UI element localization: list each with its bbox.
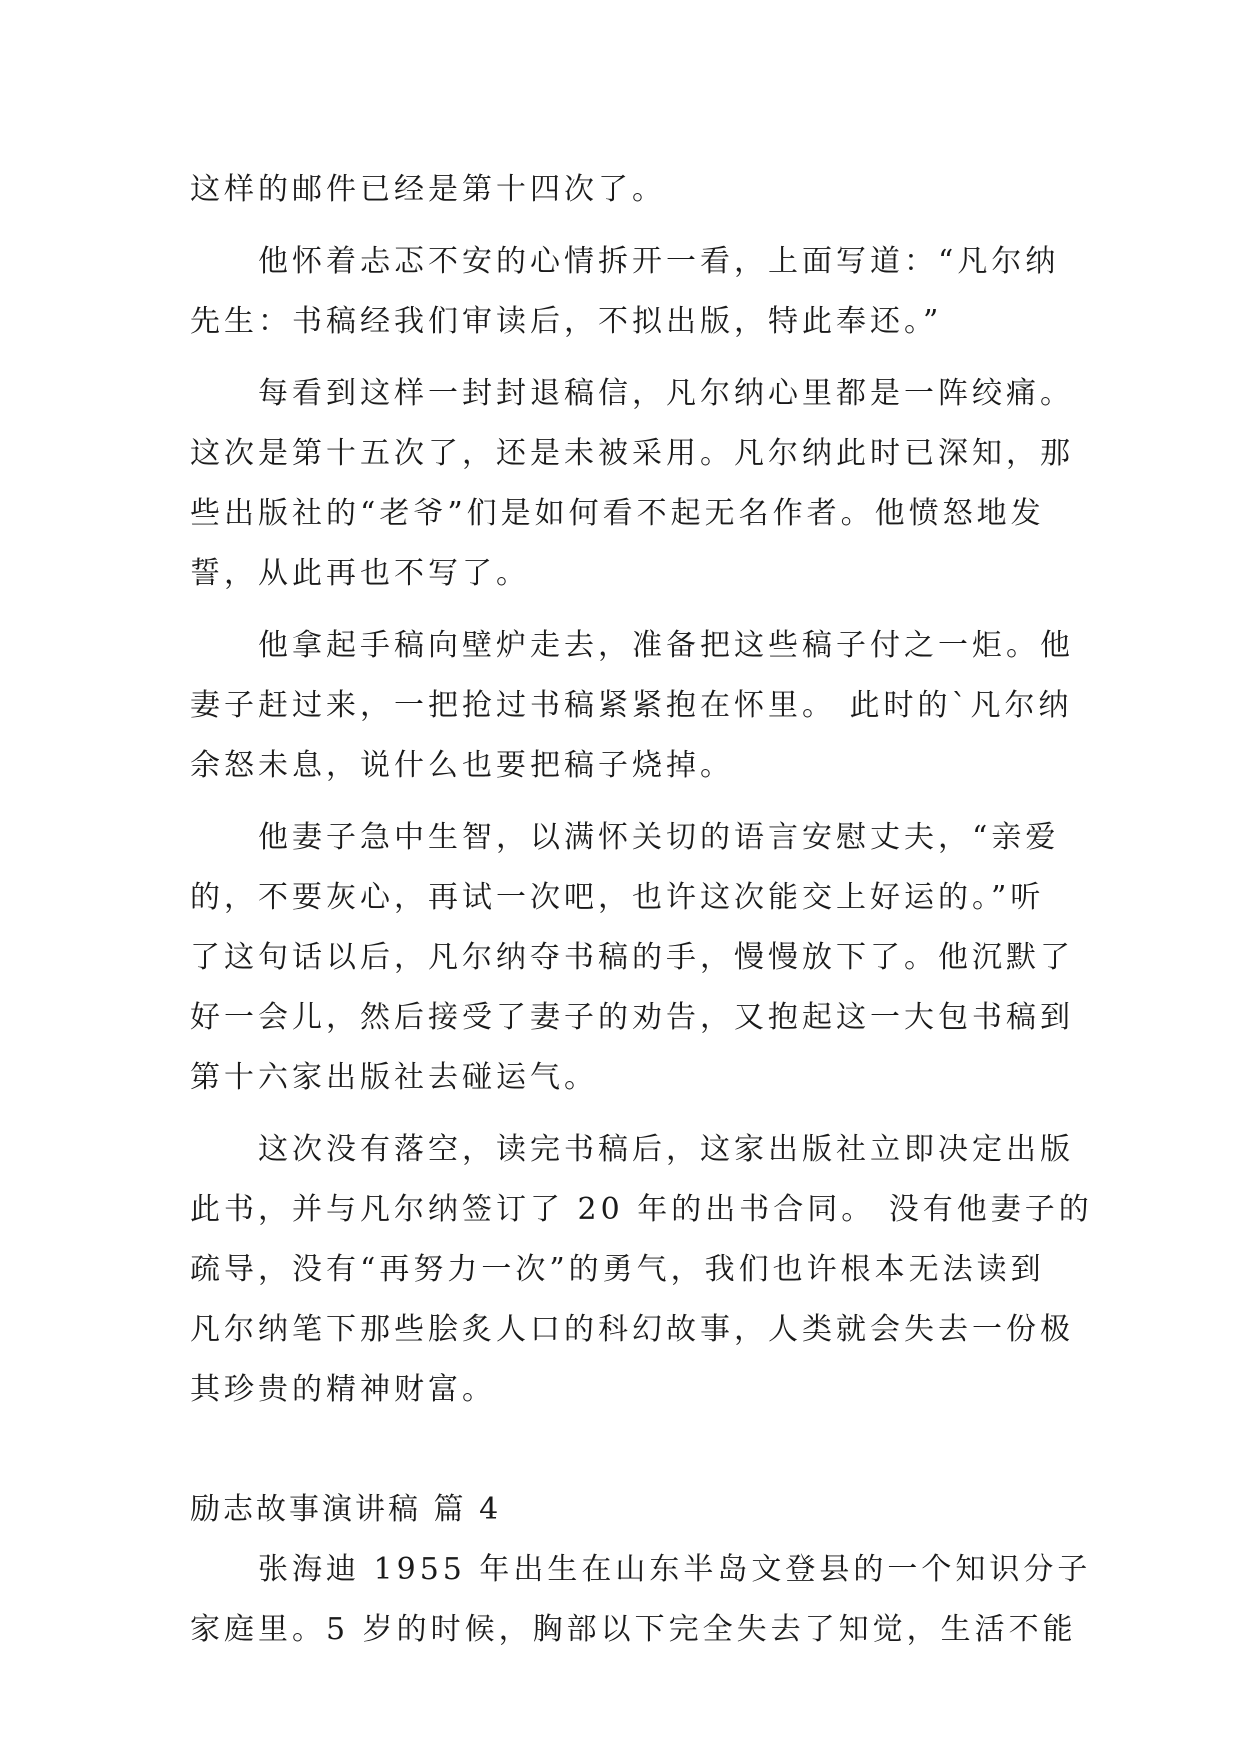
text-line: 这次是第十五次了，还是未被采用。凡尔纳此时已深知，那 (190, 436, 1074, 471)
text-line: 这样的邮件已经是第十四次了。 (190, 172, 666, 207)
paragraph (190, 808, 1074, 1108)
section-heading: 励志故事演讲稿 篇 4 (190, 1492, 502, 1527)
text-line: 妻子赶过来，一把抢过书稿紧紧抱在怀里。 此时的`凡尔纳 (190, 688, 1073, 723)
text-line: 他妻子急中生智，以满怀关切的语言安慰丈夫，“亲爱 (258, 820, 1060, 855)
paragraph (190, 364, 1074, 604)
text-line: 余怒未息，说什么也要把稿子烧掉。 (190, 748, 734, 783)
text-line: 家庭里。5 岁的时候，胸部以下完全失去了知觉，生活不能 (190, 1612, 1077, 1647)
paragraph (190, 616, 1074, 796)
text-line: 此书，并与凡尔纳签订了 20 年的出书合同。 没有他妻子的 (190, 1192, 1093, 1227)
text-line: 了这句话以后，凡尔纳夺书稿的手，慢慢放下了。他沉默了 (190, 940, 1074, 975)
paragraph (190, 232, 1070, 352)
text-line: 第十六家出版社去碰运气。 (190, 1060, 598, 1095)
text-line: 誓，从此再也不写了。 (190, 556, 530, 591)
paragraph (190, 1540, 1092, 1660)
text-line: 些出版社的“老爷”们是如何看不起无名作者。他愤怒地发 (190, 496, 1045, 531)
text-line: 的，不要灰心，再试一次吧，也许这次能交上好运的。”听 (190, 880, 1045, 915)
text-line: 每看到这样一封封退稿信，凡尔纳心里都是一阵绞痛。 (258, 376, 1074, 411)
text-line: 先生：书稿经我们审读后，不拟出版，特此奉还。” (190, 304, 943, 339)
text-line: 他拿起手稿向壁炉走去，准备把这些稿子付之一炬。他 (258, 628, 1074, 663)
paragraph (190, 1120, 1093, 1420)
text-line: 这次没有落空，读完书稿后，这家出版社立即决定出版 (258, 1132, 1074, 1167)
text-line: 他怀着忐忑不安的心情拆开一看，上面写道：“凡尔纳 (258, 244, 1060, 279)
text-line: 其珍贵的精神财富。 (190, 1372, 496, 1407)
text-line: 疏导，没有“再努力一次”的勇气，我们也许根本无法读到 (190, 1252, 1045, 1287)
text-line: 好一会儿，然后接受了妻子的劝告，又抱起这一大包书稿到 (190, 1000, 1074, 1035)
text-line: 张海迪 1955 年出生在山东半岛文登县的一个知识分子 (258, 1552, 1092, 1587)
paragraph (190, 160, 1070, 220)
text-line: 凡尔纳笔下那些脍炙人口的科幻故事，人类就会失去一份极 (190, 1312, 1074, 1347)
document-body (190, 160, 1093, 1660)
